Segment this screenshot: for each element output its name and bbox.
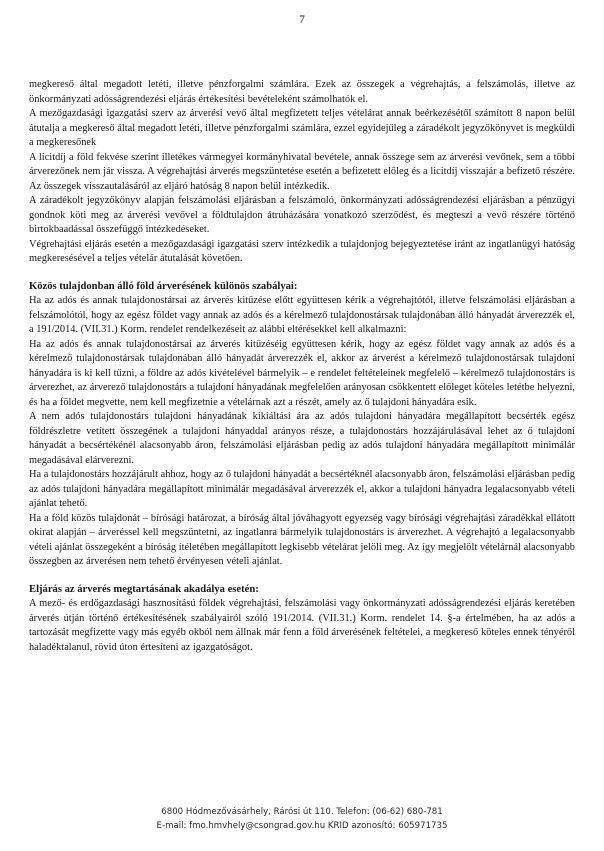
paragraph: Ha az adós és annak tulajdonostársai az árverés kitűzése előtt együttesen kérik a végrehajtótól, illetve felszámolási eljárásban a felszámolótól, hogy az egész földet vagy annak az adós és a kérelmező tulajdonostársak tulajdonában álló hányadát árverezzék el, a 191/2014. (VII.31.) Korm. rendelet rendelkezéseit az alábbi eltérésekkel kell alkalmazni: [29, 295, 575, 335]
paragraph: megkereső által megadott letéti, illetve pénzforgalmi számlára. Ezek az összegek a végrehajtás, a felszámolás, illetve az önkormányzati adósságrendezési eljárás értékesítési bevételeként számolhatók el. [29, 79, 575, 105]
document-body [29, 78, 575, 655]
paragraph: Ha a tulajdonostárs hozzájárult ahhoz, hogy az ő tulajdoni hányadát a becsértéknél alacsonyabb áron, felszámolási eljárásban pedig az adós tulajdoni hányadára megállapított minimálár megadásával árverezzék el, akkor a tulajdoni hányadra legalacsonyabb vételi ajánlat tehető. [29, 469, 575, 509]
footer-contact: E-mail: fmo.hmvhely@csongrad.gov.hu KRID azonosító: 605971735 [156, 820, 448, 831]
paragraph: Ha a föld közös tulajdonát – bírósági határozat, a bíróság által jóváhagyott egyezség vagy bírósági végrehajtási záradékkal ellátott okirat alapján – árveréssel kell megszüntetni, az ingatlanra bármelyik tulajdonostárs is árverezhet. A végrehajtó a legalacsonyabb vételi ajánlat összegeként a bíróság ítéletében megállapított legkisebb vételárat jelöli meg. Az így megjelölt vételárnál alacsonyabb összegben az árverésen nem tehető érvényesen vételi ajánlat. [29, 512, 575, 567]
paragraph: A mező- és erdőgazdasági hasznosítású földek végrehajtási, felszámolási vagy önkormányzati adósságrendezési eljárás keretében árverés útján történő értékesítésének szabályairól szóló 191/2014. (VII.31.) Korm. rendelet 14. §-a értelmében, ha az adós a tartozását megfizette vagy más egyéb okból nem állnak már fenn a föld árverésének feltételei, a megkereső köteles ennek tényéről haladéktalanul, rövid úton értesíteni az igazgatóságot. [29, 598, 575, 653]
section-common-ownership [29, 280, 575, 570]
paragraph: A nem adós tulajdonostárs tulajdoni hányadának kikiáltási ára az adós tulajdoni hányadára megállapított becsérték egész földrészletre vetített összegének a tulajdoni hányaddal arányos része, a tulajdonostárs hozzájárulásával lehet az ő tulajdoni hányadát a becsértékénél alacsonyabb áron, felszámolási eljárásban pedig az adós tulajdoni hányadára megállapított minimálár megadásával elárverezni. [29, 411, 575, 466]
page-footer [0, 806, 604, 833]
paragraph: A záradékolt jegyzőkönyv alapján felszámolási eljárásban a felszámoló, önkormányzati adósságrendezési eljárásban a pénzügyi gondnok köti meg az árverési vevővel a földtulajdon átruházására vonatkozó szerződést, és megteszi a vevő részére történő birtokbaadással összefüggő intézkedéseket. [29, 195, 575, 235]
paragraph: A mezőgazdasági igazgatási szerv az árverési vevő által megfizetett teljes vételárat annak beérkezésétől számított 8 napon belül átutalja a megkereső által megadott letéti, illetve pénzforgalmi számlára, ezzel egyidejűleg a záradékolt jegyzőkönyvet is megküldi a megkeresőnek [29, 108, 575, 148]
page-number: 7 [299, 14, 305, 26]
section-heading: Eljárás az árverés megtartásának akadálya esetén: [29, 583, 259, 595]
paragraph: Végrehajtási eljárás esetén a mezőgazdasági igazgatási szerv intézkedik a tulajdonjog bejegyeztetése iránt az ingatlanügyi hatóság megkeresésével a teljes vételár átutalását követően. [29, 238, 575, 264]
section-settlement [29, 78, 575, 267]
footer-address: 6800 Hódmezővásárhely, Rárósi út 110. Telefon: (06-62) 680-781 [161, 807, 443, 817]
paragraph: Ha az adós és annak tulajdonostársai az árverés kitűzéséig együttesen kérik, hogy az egész földet vagy annak az adós és a kérelmező tulajdonostársak tulajdonában álló hányadát árverezzék el, akkor az árverést a kérelmező tulajdonostársak tulajdoni hányadára is ki kell tűzni, a földre az adós kivételével bármelyik – e rendelet feltételeinek megfelelő – kérelmező tulajdonostárs is árverezhet, az árverező tulajdonostárs a tulajdoni hányadának megfelelően arányosan csökkentett előleget köteles letétbe helyezni, és ha a földet megvette, nem kell megfizetnie a vételárnak azt a részét, amely az ő tulajdoni hányadára esik. [29, 338, 575, 408]
section-auction-obstacle [29, 583, 575, 656]
section-heading: Közös tulajdonban álló föld árverésének különös szabályai: [29, 280, 298, 292]
paragraph: A licitdíj a föld fekvése szerint illetékes vármegyei kormányhivatal bevétele, annak összege sem az árverési vevőnek, sem a többi árverezőnek nem jár vissza. A végrehajtási árverés megszüntetése esetén a befizetett előleg és a licitdíj visszajár a befizető részére. Az összegek visszautalásáról az eljáró hatóság 8 napon belül intézkedik. [29, 151, 575, 192]
